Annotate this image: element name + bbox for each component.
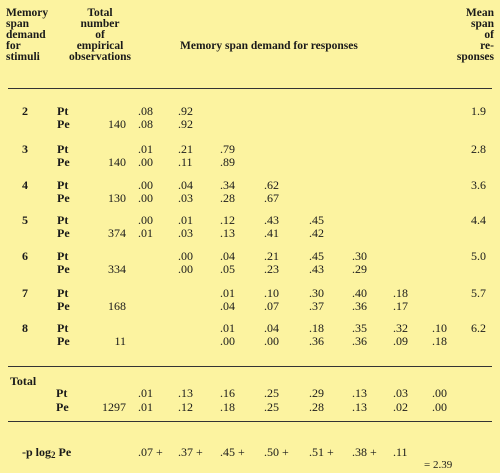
pt-value: .92 — [178, 104, 193, 118]
pe-value: .07 — [264, 299, 279, 313]
total-pe-value: .28 — [309, 400, 324, 414]
mean-span: 1.9 — [471, 104, 486, 118]
total-rule — [8, 366, 492, 367]
total-observations: 1297 — [102, 400, 126, 414]
pt-value: .10 — [432, 321, 447, 335]
pe-value: .08 — [138, 117, 153, 131]
header-total-observations: Total number of empirical observations — [69, 7, 131, 63]
header-mean-span: Mean span of re- sponses — [456, 7, 494, 63]
mean-span: 3.6 — [471, 178, 486, 192]
total-pe-value: .01 — [138, 400, 153, 414]
total-label: Total — [10, 374, 37, 388]
pt-value: .01 — [178, 213, 193, 227]
pe-value: .37 — [309, 299, 324, 313]
entropy-value: .37 + — [178, 445, 203, 459]
mean-span: 6.2 — [471, 321, 486, 335]
pt-value: .12 — [220, 213, 235, 227]
pe-value: .28 — [220, 191, 235, 205]
header-response-demand: Memory span demand for responses — [180, 40, 358, 52]
observation-count: 374 — [108, 226, 126, 240]
total-pe-value: .12 — [178, 400, 193, 414]
entropy-value: .45 + — [220, 445, 245, 459]
total-pt-value: .03 — [393, 386, 408, 400]
pe-value: .00 — [220, 334, 235, 348]
pt-label: Pt — [57, 104, 69, 118]
stimulus-demand: 6 — [22, 249, 28, 263]
pe-value: .00 — [138, 155, 153, 169]
pt-label: Pt — [57, 142, 69, 156]
mean-span: 2.8 — [471, 142, 486, 156]
pe-value: .29 — [352, 262, 367, 276]
total-pe-value: .18 — [220, 400, 235, 414]
pt-value: .40 — [352, 286, 367, 300]
pe-value: .00 — [138, 191, 153, 205]
pt-label: Pt — [57, 213, 69, 227]
total-pe-value: .25 — [264, 400, 279, 414]
total-pt-value: .13 — [352, 386, 367, 400]
pe-value: .04 — [220, 299, 235, 313]
entropy-value: .11 — [393, 445, 408, 459]
total-pe-value: .13 — [352, 400, 367, 414]
observation-count: 168 — [108, 299, 126, 313]
total-pt-value: .16 — [220, 386, 235, 400]
pt-label: Pt — [57, 321, 69, 335]
total-pt-value: .29 — [309, 386, 324, 400]
pt-value: .01 — [220, 286, 235, 300]
stimulus-demand: 5 — [22, 213, 28, 227]
pe-value: .42 — [309, 226, 324, 240]
entropy-label: -p $\log_2 Pe$ — [22, 445, 72, 460]
total-pe-value: .00 — [432, 400, 447, 414]
total-pt-value: .01 — [138, 386, 153, 400]
pt-value: .32 — [393, 321, 408, 335]
pt-value: .79 — [220, 142, 235, 156]
total-pt-label: Pt — [56, 386, 68, 400]
observation-count: 140 — [108, 117, 126, 131]
observation-count: 334 — [108, 262, 126, 276]
observation-count: 140 — [108, 155, 126, 169]
pt-value: .08 — [138, 104, 153, 118]
pe-label: Pe — [57, 226, 70, 240]
pe-value: .13 — [220, 226, 235, 240]
pt-value: .04 — [178, 178, 193, 192]
pe-value: .00 — [264, 334, 279, 348]
entropy-value: .51 + — [309, 445, 334, 459]
pe-value: .18 — [432, 334, 447, 348]
total-pt-value: .00 — [432, 386, 447, 400]
pe-value: .41 — [264, 226, 279, 240]
pe-value: .05 — [220, 262, 235, 276]
pt-value: .04 — [264, 321, 279, 335]
entropy-rule — [8, 421, 492, 422]
pt-label: Pt — [57, 178, 69, 192]
pt-value: .45 — [309, 249, 324, 263]
pt-value: .10 — [264, 286, 279, 300]
pt-value: .00 — [138, 178, 153, 192]
pe-label: Pe — [57, 299, 70, 313]
pe-label: Pe — [57, 155, 70, 169]
pt-value: .18 — [393, 286, 408, 300]
header-rule — [8, 88, 492, 89]
pe-value: .23 — [264, 262, 279, 276]
total-pt-value: .13 — [178, 386, 193, 400]
stimulus-demand: 4 — [22, 178, 28, 192]
pe-value: .00 — [178, 262, 193, 276]
pe-value: .89 — [220, 155, 235, 169]
pt-value: .18 — [309, 321, 324, 335]
pe-value: .36 — [352, 334, 367, 348]
mean-span: 5.7 — [471, 286, 486, 300]
pt-value: .21 — [264, 249, 279, 263]
pe-value: .09 — [393, 334, 408, 348]
stimulus-demand: 2 — [22, 104, 28, 118]
pe-value: .43 — [309, 262, 324, 276]
pe-value: .17 — [393, 299, 408, 313]
pt-value: .01 — [220, 321, 235, 335]
header-stimuli-demand: Memory span demand for stimuli — [6, 7, 49, 63]
pt-label: Pt — [57, 286, 69, 300]
entropy-value: .38 + — [352, 445, 377, 459]
stimulus-demand: 7 — [22, 286, 28, 300]
pe-value: .36 — [352, 299, 367, 313]
pe-value: .11 — [178, 155, 193, 169]
total-pe-value: .02 — [393, 400, 408, 414]
pt-label: Pt — [57, 249, 69, 263]
total-pt-value: .25 — [264, 386, 279, 400]
pe-value: .36 — [309, 334, 324, 348]
entropy-value: .50 + — [264, 445, 289, 459]
mean-span: 4.4 — [471, 213, 486, 227]
pe-value: .67 — [264, 191, 279, 205]
pe-value: .03 — [178, 191, 193, 205]
pt-value: .00 — [138, 213, 153, 227]
pt-value: .00 — [178, 249, 193, 263]
pe-label: Pe — [57, 262, 70, 276]
pe-label: Pe — [57, 191, 70, 205]
pt-value: .62 — [264, 178, 279, 192]
observation-count: 11 — [114, 334, 126, 348]
stimulus-demand: 8 — [22, 321, 28, 335]
entropy-value: .07 + — [138, 445, 163, 459]
pt-value: .30 — [309, 286, 324, 300]
pe-label: Pe — [57, 117, 70, 131]
pe-value: .92 — [178, 117, 193, 131]
pt-value: .45 — [309, 213, 324, 227]
pe-value: .01 — [138, 226, 153, 240]
pt-value: .30 — [352, 249, 367, 263]
pt-value: .01 — [138, 142, 153, 156]
pt-value: .43 — [264, 213, 279, 227]
pt-value: .34 — [220, 178, 235, 192]
pt-value: .21 — [178, 142, 193, 156]
total-pe-label: Pe — [56, 400, 69, 414]
stimulus-demand: 3 — [22, 142, 28, 156]
pe-label: Pe — [57, 334, 70, 348]
mean-span: 5.0 — [471, 249, 486, 263]
pt-value: .35 — [352, 321, 367, 335]
entropy-sum: = 2.39 — [424, 459, 453, 471]
pe-value: .03 — [178, 226, 193, 240]
pt-value: .04 — [220, 249, 235, 263]
observation-count: 130 — [108, 191, 126, 205]
